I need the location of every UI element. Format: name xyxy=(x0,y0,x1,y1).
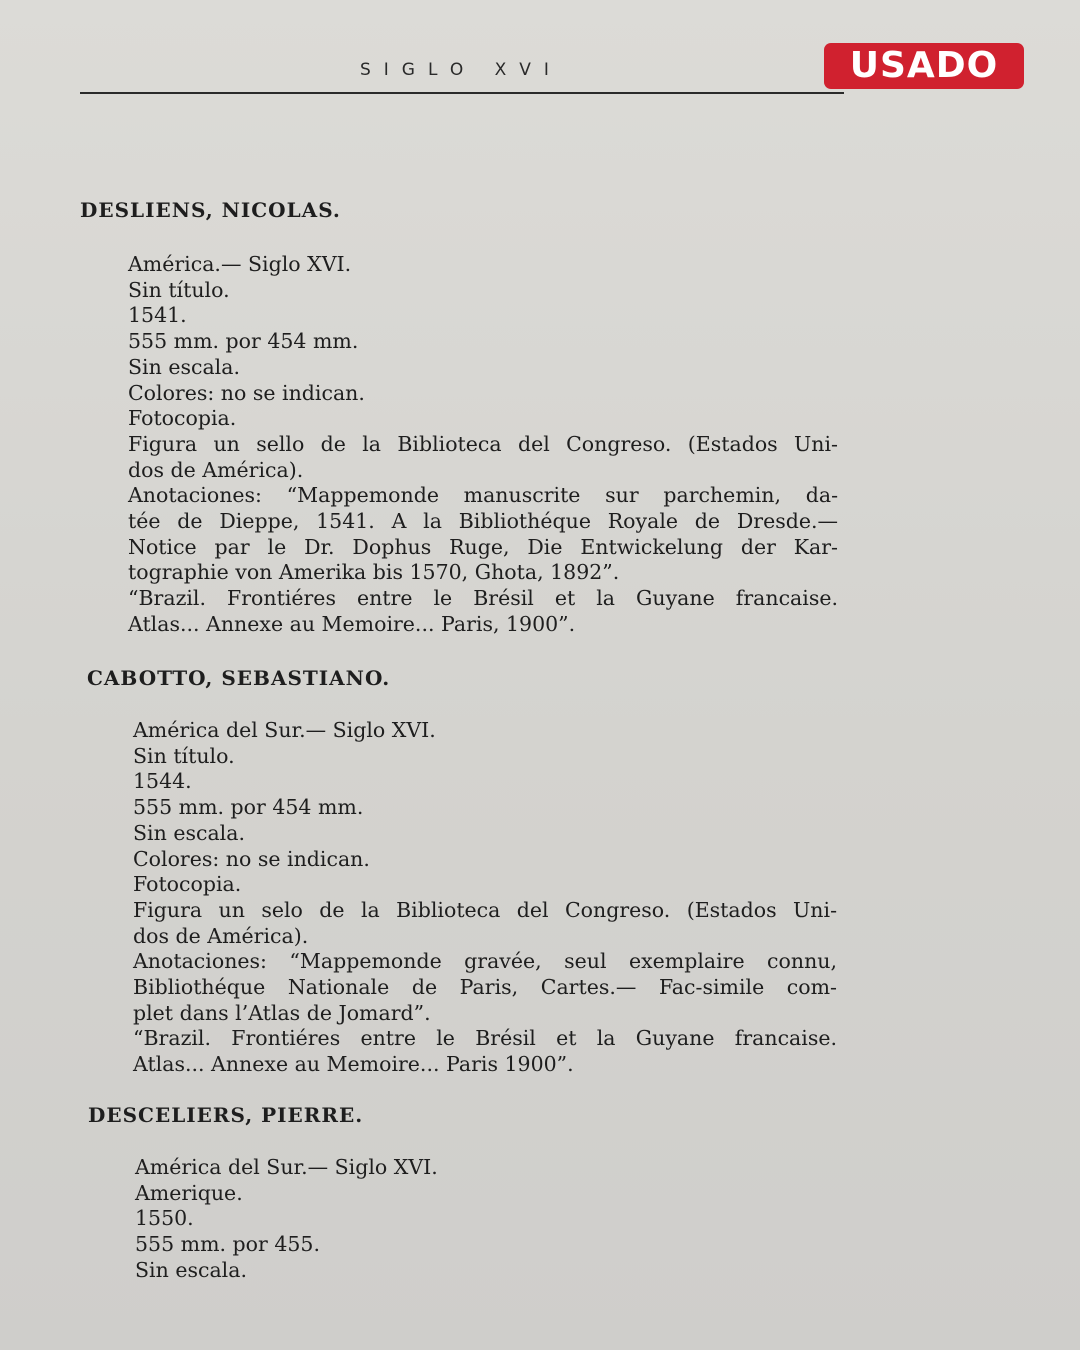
entry-line: Anotaciones: “Mappemonde manuscrite sur parchemin, da- xyxy=(128,483,838,508)
used-badge: USADO xyxy=(824,43,1024,89)
entry-body xyxy=(135,1155,835,1284)
entry-line: América del Sur.— Siglo XVI. xyxy=(133,718,436,742)
entry-author: CABOTTO, SEBASTIANO. xyxy=(87,666,391,690)
entry-line: Sin escala. xyxy=(133,820,245,845)
entry-line: Bibliothéque Nationale de Paris, Cartes.— Fac-simile com- xyxy=(133,975,837,1000)
entry-line: Sin escala. xyxy=(128,354,240,379)
entry-line: 1550. xyxy=(135,1206,194,1231)
entry-body xyxy=(133,718,837,1078)
entry-line: tée de Dieppe, 1541. A la Bibliothéque Royale de Dresde.— xyxy=(128,509,838,534)
running-header: SIGLO XVI xyxy=(360,60,562,80)
entry-line: Colores: no se indican. xyxy=(133,846,370,871)
entry-author: DESLIENS, NICOLAS. xyxy=(80,198,341,222)
entry-line: 555 mm. por 454 mm. xyxy=(128,329,359,354)
entry-line: Anotaciones: “Mappemonde gravée, seul exemplaire connu, xyxy=(133,949,837,974)
entry-line: Sin título. xyxy=(128,277,230,302)
entry-author: DESCELIERS, PIERRE. xyxy=(88,1103,364,1127)
entry-line: América del Sur.— Siglo XVI. xyxy=(135,1155,438,1179)
header-rule xyxy=(80,92,844,94)
entry-line: Sin título. xyxy=(133,743,235,768)
entry-body xyxy=(128,252,838,638)
entry-line: Amerique. xyxy=(135,1180,243,1205)
entry-line: dos de América). xyxy=(128,457,304,482)
entry-line: 1541. xyxy=(128,303,187,328)
entry-line: Atlas... Annexe au Memoire... Paris, 1900”. xyxy=(128,611,576,636)
entry-line: 555 mm. por 455. xyxy=(135,1232,320,1257)
entry-line: plet dans l’Atlas de Jomard”. xyxy=(133,1000,431,1025)
entry-line: Sin escala. xyxy=(135,1257,247,1282)
entry-line: 1544. xyxy=(133,769,192,794)
entry-line: Notice par le Dr. Dophus Ruge, Die Entwickelung der Kar- xyxy=(128,534,838,559)
entry-line: “Brazil. Frontiéres entre le Brésil et la Guyane francaise. xyxy=(128,586,838,611)
entry-line: Fotocopia. xyxy=(133,872,242,897)
entry-line: dos de América). xyxy=(133,923,309,948)
entry-line: Fotocopia. xyxy=(128,406,237,431)
entry-line: 555 mm. por 454 mm. xyxy=(133,795,364,820)
entry-line: tographie von Amerika bis 1570, Ghota, 1892”. xyxy=(128,560,620,585)
entry-line: Atlas... Annexe au Memoire... Paris 1900”. xyxy=(133,1052,574,1077)
entry-line: Figura un selo de la Biblioteca del Congreso. (Estados Uni- xyxy=(133,897,837,922)
entry-line: “Brazil. Frontiéres entre le Brésil et la Guyane francaise. xyxy=(133,1026,837,1051)
entry-line: Colores: no se indican. xyxy=(128,380,365,405)
entry-line: América.— Siglo XVI. xyxy=(128,252,352,276)
entry-line: Figura un sello de la Biblioteca del Congreso. (Estados Uni- xyxy=(128,431,838,456)
